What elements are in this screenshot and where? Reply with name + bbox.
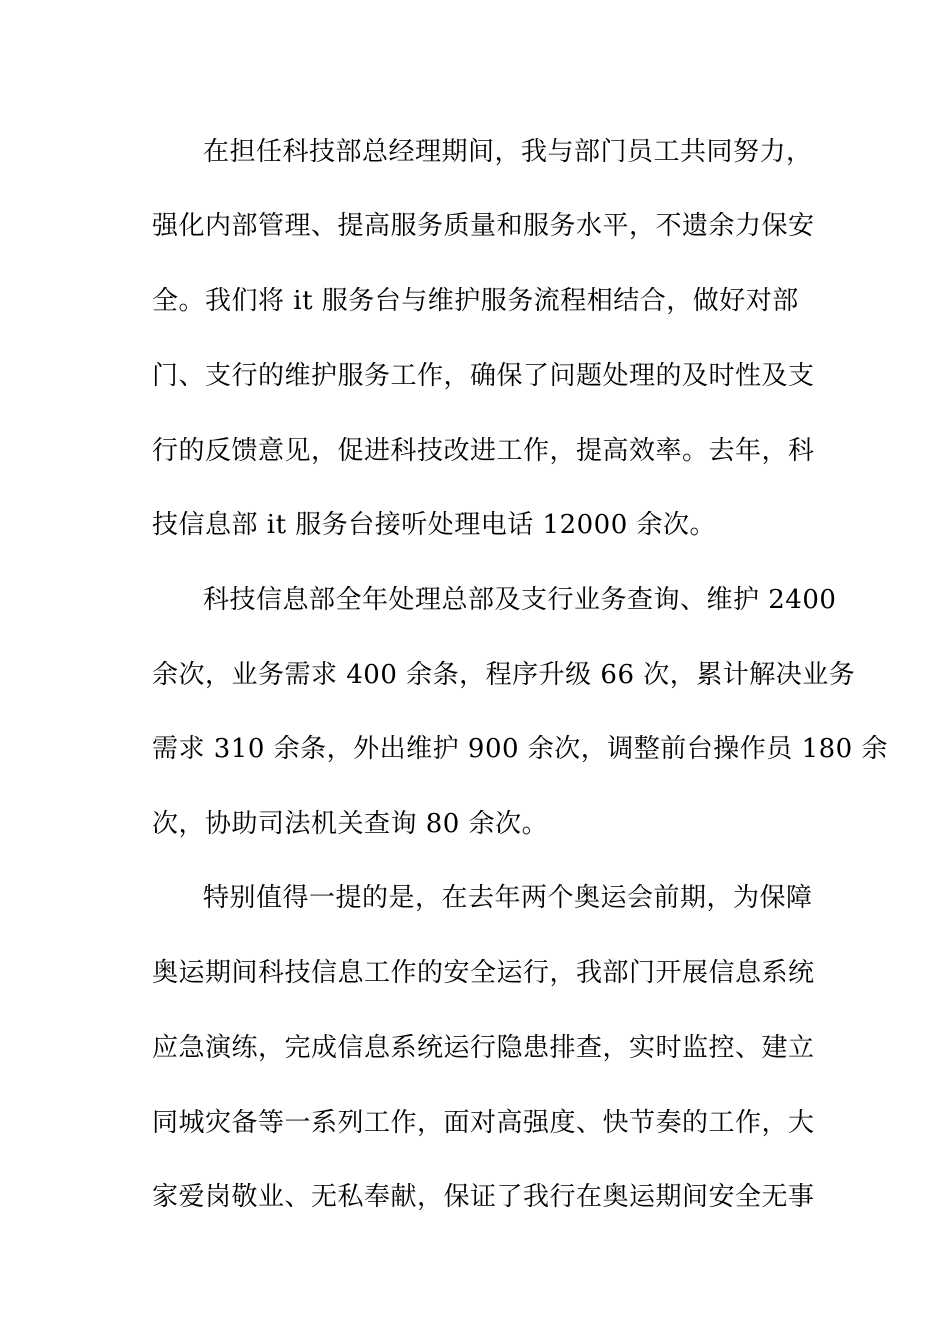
paragraph-line: 行的反馈意见，促进科技改进工作，提高效率。去年，科 (152, 436, 815, 466)
paragraph-line: 强化内部管理、提高服务质量和服务水平，不遗余力保安 (152, 211, 815, 241)
paragraph-line: 次，协助司法机关查询 80 余次。 (152, 809, 549, 839)
paragraph-line: 余次，业务需求 400 余条，程序升级 66 次，累计解决业务 (152, 660, 856, 690)
paragraph-line: 科技信息部全年处理总部及支行业务查询、维护 2400 (203, 585, 837, 615)
paragraph-line: 奥运期间科技信息工作的安全运行，我部门开展信息系统 (152, 958, 815, 988)
paragraph-line: 门、支行的维护服务工作，确保了问题处理的及时性及支 (152, 361, 815, 391)
paragraph-line: 需求 310 余条，外出维护 900 余次，调整前台操作员 180 余 (152, 734, 888, 764)
paragraph-line: 家爱岗敬业、无私奉献，保证了我行在奥运期间安全无事 (152, 1182, 815, 1212)
paragraph-line: 技信息部 it 服务台接听处理电话 12000 余次。 (152, 510, 717, 540)
paragraph-line: 特别值得一提的是，在去年两个奥运会前期，为保障 (203, 883, 813, 913)
paragraph-line: 在担任科技部总经理期间，我与部门员工共同努力， (203, 137, 813, 167)
paragraph-line: 同城灾备等一系列工作，面对高强度、快节奏的工作，大 (152, 1108, 815, 1138)
paragraph-line: 应急演练，完成信息系统运行隐患排查，实时监控、建立 (152, 1033, 815, 1063)
paragraph-line: 全。我们将 it 服务台与维护服务流程相结合，做好对部 (152, 286, 799, 316)
